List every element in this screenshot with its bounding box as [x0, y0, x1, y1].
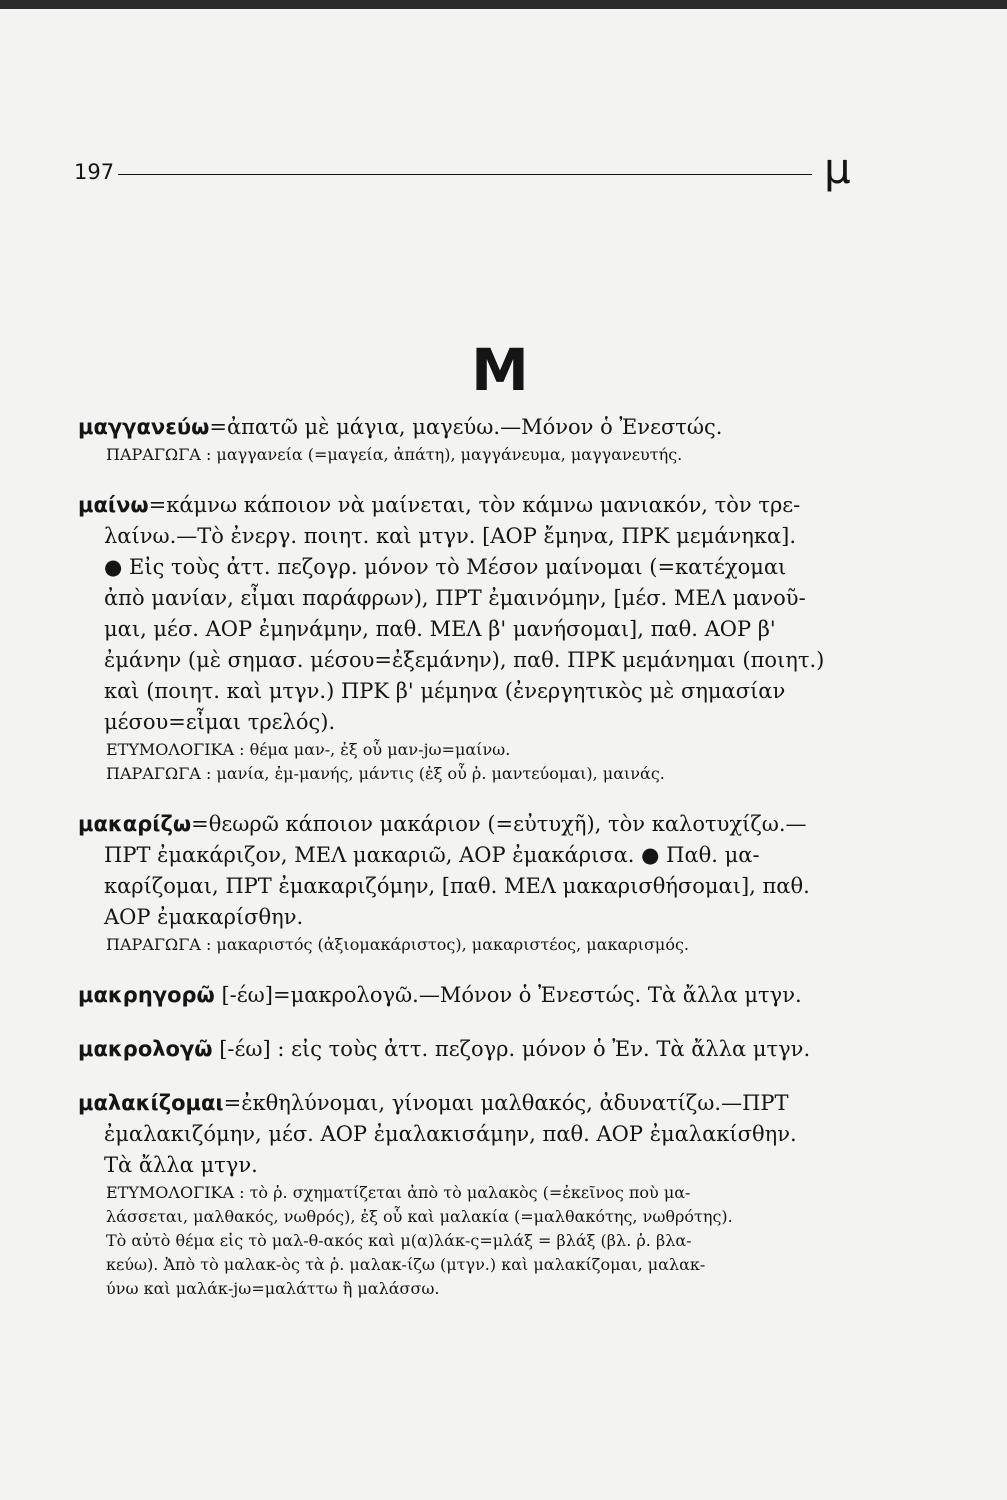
entry-note: κεύω). Ἀπὸ τὸ μαλακ-ὸς τὰ ῥ. μαλακ-ίζω (μτγν.) καὶ μαλακίζομαι, μαλακ-: [106, 1255, 706, 1274]
entry-text: [-έω]=μακρολογῶ.—Μόνον ὁ Ἐνεστώς. Τὰ ἄλλα μτγν.: [214, 983, 802, 1007]
scan-top-edge: [0, 0, 1007, 9]
entry-text: [-έω] : εἰς τοὺς ἀττ. πεζογρ. μόνον ὁ Ἐν. Τὰ ἄλλα μτγν.: [212, 1037, 811, 1061]
entry-line: [78, 902, 878, 933]
entry-note: ΠΑΡΑΓΩΓΑ : μαγγανεία (=μαγεία, ἀπάτη), μαγγάνευμα, μαγγανευτής.: [106, 445, 683, 464]
entry-text: Τὰ ἄλλα μτγν.: [104, 1153, 258, 1177]
entry-text: ΑΟΡ ἐμακαρίσθην.: [104, 905, 304, 929]
dictionary-entry: [78, 980, 878, 1011]
entry-note: Τὸ αὐτὸ θέμα εἰς τὸ μαλ-θ-ακός καὶ μ(α)λάκ-ς=μλάξ = βλάξ (βλ. ῥ. βλα-: [106, 1231, 692, 1250]
entry-line: [78, 1119, 878, 1150]
entry-line: [78, 809, 878, 840]
entry-headword: μαγγανεύω: [78, 415, 210, 439]
dictionary-entry: [78, 412, 878, 467]
entry-line: [78, 676, 878, 707]
dictionary-entry: [78, 1034, 878, 1065]
dictionary-entry: [78, 809, 878, 957]
entry-text: καρίζομαι, ΠΡΤ ἐμακαριζόμην, [παθ. ΜΕΛ μακαρισθήσομαι], παθ.: [104, 874, 810, 898]
entry-text: ΠΡΤ ἐμακάριζον, ΜΕΛ μακαριῶ, ΑΟΡ ἐμακάρισα. ● Παθ. μα-: [104, 843, 760, 867]
page-number: 197: [74, 160, 115, 184]
section-letter: Μ: [471, 336, 529, 404]
entry-headword: μαίνω: [78, 493, 149, 517]
entry-note: ΕΤΥΜΟΛΟΓΙΚΑ : θέμα μαν-, ἐξ οὗ μαν-jω=μαίνω.: [106, 740, 511, 759]
entry-note: ΠΑΡΑΓΩΓΑ : μακαριστός (ἀξιομακάριστος), μακαριστέος, μακαρισμός.: [106, 935, 689, 954]
entry-line: [78, 871, 878, 902]
dictionary-entry: [78, 1088, 878, 1301]
entry-line: [78, 1088, 878, 1119]
entry-line: [78, 552, 878, 583]
entry-text: καὶ (ποιητ. καὶ μτγν.) ΠΡΚ β' μέμηνα (ἐνεργητικὸς μὲ σημασίαν: [104, 679, 786, 703]
entry-line: [78, 412, 878, 443]
entry-headword: μακαρίζω: [78, 812, 192, 836]
header-rule: [118, 174, 812, 175]
entry-line: [78, 1150, 878, 1181]
entry-line: [78, 614, 878, 645]
entry-line: [78, 980, 878, 1011]
entry-note: ύνω καὶ μαλάκ-jω=μαλάττω ἢ μαλάσσω.: [106, 1279, 440, 1298]
entry-headword: μακρολογῶ: [78, 1037, 213, 1061]
entry-line: [78, 521, 878, 552]
entry-line: [78, 490, 878, 521]
entry-headword: μακρηγορῶ: [78, 983, 215, 1007]
entry-text: μαι, μέσ. ΑΟΡ ἐμηνάμην, παθ. ΜΕΛ β' μανήσομαι], παθ. ΑΟΡ β': [104, 617, 776, 641]
entry-note: λάσσεται, μαλθακός, νωθρός), ἐξ οὗ καὶ μαλακία (=μαλθακότης, νωθρότης).: [106, 1207, 733, 1226]
header-letter: μ: [824, 144, 851, 193]
entry-line: [78, 840, 878, 871]
entry-line: [78, 1034, 878, 1065]
entry-text: =ἀπατῶ μὲ μάγια, μαγεύω.—Μόνον ὁ Ἐνεστώς.: [209, 415, 723, 439]
dictionary-entry: [78, 490, 878, 786]
entries-list: [78, 412, 878, 1324]
entry-note: ΕΤΥΜΟΛΟΓΙΚΑ : τὸ ῥ. σχηματίζεται ἀπὸ τὸ μαλακὸς (=ἐκεῖνος ποὺ μα-: [106, 1183, 691, 1202]
entry-line: [78, 645, 878, 676]
entry-text: ἀπὸ μανίαν, εἶμαι παράφρων), ΠΡΤ ἐμαινόμην, [μέσ. ΜΕΛ μανοῦ-: [104, 586, 806, 610]
entry-text: μέσου=εἶμαι τρελός).: [104, 710, 336, 734]
entry-text: =θεωρῶ κάποιον μακάριον (=εὐτυχῆ), τὸν καλοτυχίζω.—: [191, 812, 807, 836]
entry-text: λαίνω.—Τὸ ἐνεργ. ποιητ. καὶ μτγν. [ΑΟΡ ἔμηνα, ΠΡΚ μεμάνηκα].: [104, 524, 797, 548]
entry-text: ἐμάνην (μὲ σημασ. μέσου=ἐξεμάνην), παθ. ΠΡΚ μεμάνημαι (ποιητ.): [104, 648, 825, 672]
entry-note: ΠΑΡΑΓΩΓΑ : μανία, ἐμ-μανής, μάντις (ἐξ οὗ ῥ. μαντεύομαι), μαινάς.: [106, 764, 665, 783]
entry-line: [78, 583, 878, 614]
page-header: [74, 144, 884, 193]
entry-headword: μαλακίζομαι: [78, 1091, 224, 1115]
entry-line: [78, 707, 878, 738]
entry-text: =ἐκθηλύνομαι, γίνομαι μαλθακός, ἀδυνατίζω.—ΠΡΤ: [223, 1091, 789, 1115]
entry-text: ● Εἰς τοὺς ἀττ. πεζογρ. μόνον τὸ Μέσον μαίνομαι (=κατέχομαι: [104, 555, 787, 579]
entry-text: =κάμνω κάποιον νὰ μαίνεται, τὸν κάμνω μανιακόν, τὸν τρε-: [148, 493, 801, 517]
entry-text: ἐμαλακιζόμην, μέσ. ΑΟΡ ἐμαλακισάμην, παθ. ΑΟΡ ἐμαλακίσθην.: [104, 1122, 797, 1146]
